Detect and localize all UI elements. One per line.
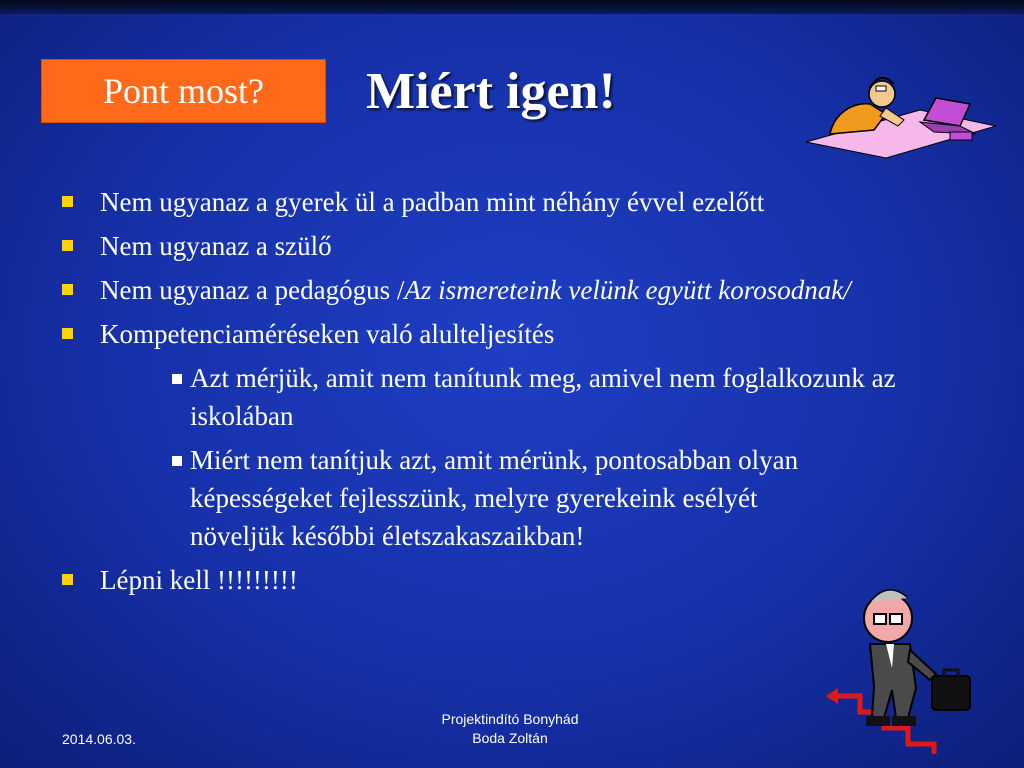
bullet-text: Nem ugyanaz a szülő [100, 231, 332, 261]
footer-line-1: Projektindító Bonyhád [441, 711, 579, 727]
bullet-item [62, 271, 962, 309]
square-bullet-icon [62, 574, 73, 585]
bullet-text: Lépni kell !!!!!!!!! [100, 565, 298, 595]
bullet-text: Kompetenciaméréseken való alulteljesítés [100, 319, 555, 349]
sub-bullet-text: Azt mérjük, amit nem tanítunk meg, amivel nem foglalkozunk az iskolában [190, 363, 896, 431]
bullet-item [62, 183, 962, 221]
bullet-item [62, 227, 962, 265]
square-bullet-icon [62, 196, 73, 207]
footer-line-2: Boda Zoltán [472, 730, 548, 746]
footer-date: 2014.06.03. [62, 731, 136, 747]
square-bullet-icon [62, 240, 73, 251]
person-laptop-clipart-icon [800, 64, 1000, 160]
square-sub-bullet-icon [172, 374, 182, 384]
bullet-item [62, 315, 962, 353]
pont-most-badge [41, 59, 326, 123]
top-dark-band [0, 0, 1024, 14]
square-bullet-icon [62, 284, 73, 295]
bullet-text: Nem ugyanaz a pedagógus / [100, 275, 405, 305]
slide-title: Miért igen! [366, 63, 616, 120]
square-bullet-icon [62, 328, 73, 339]
sub-bullet-item [170, 359, 962, 435]
square-sub-bullet-icon [172, 456, 182, 466]
badge-label: Pont most? [102, 71, 264, 111]
businessman-stairs-clipart-icon [826, 578, 986, 756]
bullet-italic-text: Az ismereteink velünk együtt korosodnak/ [404, 275, 851, 305]
footer-center [390, 710, 630, 748]
sub-bullet-item [170, 441, 830, 555]
slide-body [62, 183, 962, 605]
bullet-text: Nem ugyanaz a gyerek ül a padban mint néhány évvel ezelőtt [100, 187, 765, 217]
sub-bullet-text: Miért nem tanítjuk azt, amit mérünk, pontosabban olyan képességeket fejlesszünk, melyre gyerekeink esélyét növeljük későbbi életszakaszaikban! [190, 445, 799, 551]
